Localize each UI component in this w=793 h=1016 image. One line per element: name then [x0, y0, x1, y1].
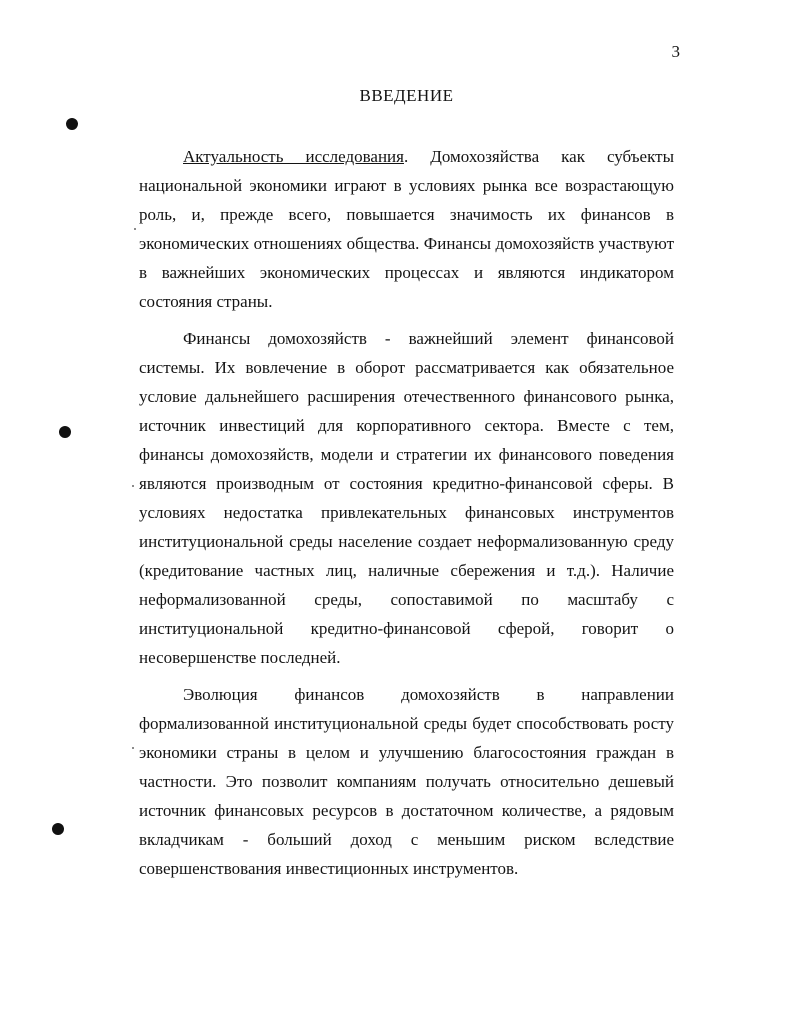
- document-body: [139, 142, 674, 883]
- binder-hole-top: [66, 118, 78, 130]
- page-number: 3: [671, 42, 680, 61]
- paragraph-evolution: Эволюция финансов домохозяйств в направлении формализованной институциональной среды будет способствовать росту экономики страны в целом и улучшению благосостояния граждан в частности. Это позволит компаниям получать относительно дешевый источник финансовых ресурсов в достаточном количестве, а рядовым вкладчикам - больший доход с меньшим риском вследствие совершенствования инвестиционных инструментов.: [139, 685, 674, 878]
- relevance-heading: Актуальность исследования: [183, 147, 404, 166]
- scan-speck: [132, 485, 134, 487]
- binder-hole-bottom: [52, 823, 64, 835]
- paragraph-text: . Домохозяйства как субъекты национальной экономики играют в условиях рынка все возрастающую роль, и, прежде всего, повышается значимость их финансов в экономических отношениях общества. Финансы домохозяйств участвуют в важнейших экономических процессах и являются индикатором состояния страны.: [139, 147, 674, 311]
- paragraph-household-finance: Финансы домохозяйств - важнейший элемент финансовой системы. Их вовлечение в оборот рассматривается как обязательное условие дальнейшего расширения отечественного финансового рынка, источник инвестиций для корпоративного сектора. Вместе с тем, финансы домохозяйств, модели и стратегии их финансового поведения являются производным от состояния кредитно-финансовой сферы. В условиях недостатка привлекательных финансовых инструментов институциональной среды население создает неформализованную среду (кредитование частных лиц, наличные сбережения и т.д.). Наличие неформализованной среды, сопоставимой по масштабу с институциональной кредитно-финансовой сферой, говорит о несовершенстве последней.: [139, 329, 674, 667]
- scan-speck: [132, 747, 134, 749]
- paragraph-relevance: [139, 142, 674, 316]
- page-title: ВВЕДЕНИЕ: [359, 86, 454, 105]
- binder-hole-middle: [59, 426, 71, 438]
- scan-speck: [134, 228, 136, 230]
